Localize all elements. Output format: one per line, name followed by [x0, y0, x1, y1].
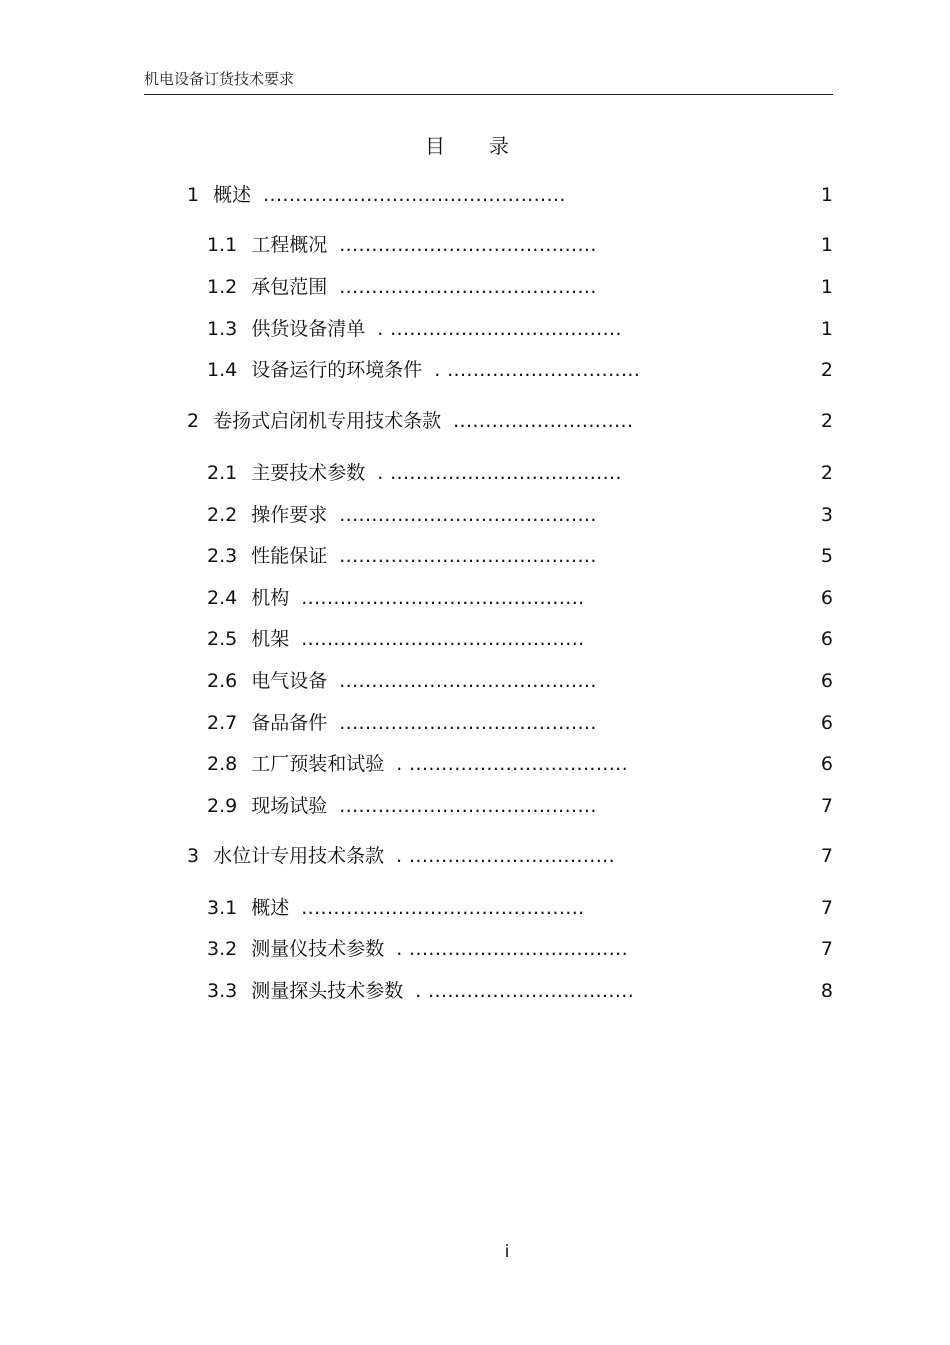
toc-entry-title: 卷扬式启闭机专用技术条款: [213, 410, 442, 432]
toc-entry-number: 2.7: [207, 712, 238, 734]
toc-entry-page: 3: [820, 504, 833, 526]
toc-entry[interactable]: [207, 316, 622, 342]
toc-entry[interactable]: [207, 668, 597, 694]
toc-entry[interactable]: [207, 936, 628, 962]
toc-entry-number: 3: [187, 845, 200, 867]
toc-entry-page: 7: [820, 845, 833, 867]
toc-entry-number: 3.2: [207, 938, 238, 960]
toc-entry-number: 2.6: [207, 670, 238, 692]
toc-entry-number: 2.4: [207, 587, 238, 609]
toc-entry-number: 2.8: [207, 753, 238, 775]
toc-entry-title: 概述: [213, 184, 252, 206]
toc-entry-number: 2.9: [207, 795, 238, 817]
toc-entry-leader: ........................................: [339, 670, 597, 692]
toc-entry[interactable]: [207, 793, 597, 819]
toc-entry-leader: . ................................: [415, 980, 635, 1002]
toc-entry-page: 6: [820, 628, 833, 650]
toc-entry-title: 备品备件: [251, 712, 328, 734]
toc-entry-number: 2.5: [207, 628, 238, 650]
toc-entry-page: 7: [820, 938, 833, 960]
toc-entry-title: 概述: [251, 897, 290, 919]
toc-entry[interactable]: [207, 543, 597, 569]
toc-entry-page: 6: [820, 753, 833, 775]
toc-entry[interactable]: [207, 626, 585, 652]
toc-entry-page: 1: [820, 184, 833, 206]
toc-entry-title: 机架: [251, 628, 290, 650]
toc-entry-title: 操作要求: [251, 504, 328, 526]
toc-entry-number: 1.1: [207, 234, 238, 256]
toc-entry[interactable]: [187, 843, 615, 869]
toc-entry-page: 1: [820, 276, 833, 298]
toc-entry-title: 主要技术参数: [251, 462, 366, 484]
toc-entry-title: 机构: [251, 587, 290, 609]
toc-entry-leader: ........................................: [339, 795, 597, 817]
toc-entry[interactable]: [207, 357, 640, 383]
toc-entry-page: 7: [820, 897, 833, 919]
toc-entry-leader: ...............................................: [263, 184, 566, 206]
toc-entry-title: 承包范围: [251, 276, 328, 298]
toc-entry-number: 1.2: [207, 276, 238, 298]
toc-entry-page: 5: [820, 545, 833, 567]
toc-entry-leader: . ..................................: [396, 938, 629, 960]
toc-entry-leader: . ..................................: [396, 753, 629, 775]
toc-entry-leader: . ................................: [396, 845, 616, 867]
toc-entry-page: 1: [820, 234, 833, 256]
toc-entry-title: 测量探头技术参数: [251, 980, 404, 1002]
toc-entry-page: 8: [820, 980, 833, 1002]
toc-entry-leader: . ....................................: [377, 318, 622, 340]
toc-entry[interactable]: [207, 585, 585, 611]
toc-entry-page: 1: [820, 318, 833, 340]
toc-entry-leader: ........................................: [339, 276, 597, 298]
toc-entry-leader: ............................................: [301, 628, 585, 650]
toc-entry-number: 1.3: [207, 318, 238, 340]
toc-entry[interactable]: [207, 502, 597, 528]
toc-entry-leader: ........................................: [339, 545, 597, 567]
toc-entry[interactable]: [207, 978, 634, 1004]
toc-entry-title: 工厂预装和试验: [251, 753, 385, 775]
toc-entry-title: 现场试验: [251, 795, 328, 817]
toc-entry-page: 7: [820, 795, 833, 817]
toc-entry-leader: ............................: [453, 410, 634, 432]
page-number: i: [504, 1242, 510, 1262]
toc-entry-page: 6: [820, 587, 833, 609]
toc-entry-leader: . ..............................: [434, 359, 641, 381]
toc-entry-page: 2: [820, 410, 833, 432]
toc-entry-number: 2.2: [207, 504, 238, 526]
toc-entry-number: 3.1: [207, 897, 238, 919]
toc-entry-page: 6: [820, 670, 833, 692]
toc-entry[interactable]: [187, 182, 566, 208]
toc-entry-title: 电气设备: [251, 670, 328, 692]
toc-entry-title: 工程概况: [251, 234, 328, 256]
running-header: 机电设备订货技术要求: [144, 70, 295, 88]
toc-entry-number: 3.3: [207, 980, 238, 1002]
toc-entry-leader: . ....................................: [377, 462, 622, 484]
toc-entry-number: 1.4: [207, 359, 238, 381]
toc-title: 目录: [425, 134, 553, 158]
toc-entry-page: 2: [820, 462, 833, 484]
toc-entry-title: 测量仪技术参数: [251, 938, 385, 960]
toc-entry[interactable]: [207, 232, 597, 258]
toc-entry-title: 性能保证: [251, 545, 328, 567]
toc-entry-leader: ........................................: [339, 234, 597, 256]
toc-entry-title: 设备运行的环境条件: [251, 359, 423, 381]
toc-entry-page: 6: [820, 712, 833, 734]
toc-entry-number: 2.3: [207, 545, 238, 567]
toc-entry-number: 2.1: [207, 462, 238, 484]
toc-entry-leader: ............................................: [301, 897, 585, 919]
toc-entry-page: 2: [820, 359, 833, 381]
toc-entry-title: 水位计专用技术条款: [213, 845, 385, 867]
toc-entry[interactable]: [207, 274, 597, 300]
toc-entry[interactable]: [187, 408, 633, 434]
toc-entry[interactable]: [207, 460, 622, 486]
toc-entry-leader: ............................................: [301, 587, 585, 609]
toc-entry[interactable]: [207, 751, 628, 777]
toc-entry-leader: ........................................: [339, 504, 597, 526]
toc-entry[interactable]: [207, 895, 585, 921]
toc-entry-leader: ........................................: [339, 712, 597, 734]
toc-entry-number: 2: [187, 410, 200, 432]
toc-entry-number: 1: [187, 184, 200, 206]
toc-entry-title: 供货设备清单: [251, 318, 366, 340]
toc-entry[interactable]: [207, 710, 597, 736]
